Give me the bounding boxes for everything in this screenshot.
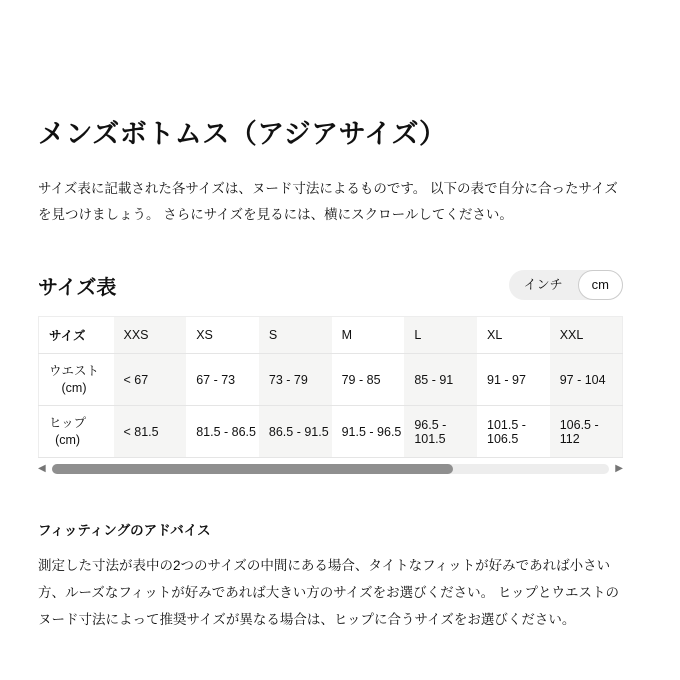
cell-waist-xs: 67 - 73	[196, 372, 236, 387]
row-header-waist	[39, 354, 114, 406]
page-title: メンズボトムス（アジアサイズ）	[38, 119, 447, 149]
row-label: ヒップ	[49, 415, 87, 430]
cell-waist-l: 85 - 91	[404, 354, 477, 406]
column-header-l: L	[404, 317, 477, 354]
row-unit: (cm)	[55, 432, 81, 447]
cell-waist-xl: 91 - 97	[487, 372, 526, 387]
scroll-left-icon[interactable]: ◀	[38, 463, 46, 474]
fitting-advice-text: 測定した寸法が表中の2つのサイズの中間にある場合、タイトなフィットが好みであれば小さい方、ルーズなフィットが好みであれば大きい方のサイズをお選びください。 ヒップとウエストのヌード寸法によって推奨サイズが異なる場合は、ヒップに合うサイズをお選びください。	[38, 558, 620, 627]
column-header-xxs: XXS	[114, 317, 187, 354]
cell-hip-xxl: 106.5 - 112	[550, 406, 623, 458]
row-header-hip	[39, 406, 114, 458]
fitting-advice-heading: フィッティングのアドバイス	[38, 523, 211, 538]
scroll-right-icon[interactable]: ▶	[615, 463, 623, 474]
size-chart-section-header	[38, 270, 623, 300]
size-table-container	[38, 316, 623, 477]
intro-text: サイズ表に記載された各サイズは、ヌード寸法によるものです。 以下の表で自分に合ったサイズを見つけましょう。 さらにサイズを見るには、横にスクロールしてください。	[38, 181, 618, 222]
row-unit: (cm)	[61, 380, 87, 395]
unit-toggle	[509, 270, 623, 300]
cell-waist-xxs: < 67	[114, 354, 187, 406]
column-header-xxl: XXL	[550, 317, 623, 354]
column-header-m: M	[341, 328, 353, 342]
unit-cm-button[interactable]: cm	[578, 270, 623, 300]
cell-waist-s: 73 - 79	[259, 354, 332, 406]
size-chart-heading: サイズ表	[38, 276, 117, 299]
size-table	[38, 316, 623, 458]
column-header-xs: XS	[196, 328, 213, 342]
unit-inch-button[interactable]: インチ	[509, 270, 578, 300]
table-header-row	[39, 317, 623, 354]
column-header-xl: XL	[487, 328, 503, 342]
scrollbar-thumb[interactable]	[52, 464, 453, 474]
cell-hip-l: 96.5 - 101.5	[404, 406, 477, 458]
cell-hip-s: 86.5 - 91.5	[259, 406, 332, 458]
cell-hip-m: 91.5 - 96.5	[341, 424, 402, 439]
table-row-waist	[39, 354, 623, 406]
cell-waist-xxl: 97 - 104	[550, 354, 623, 406]
scrollbar-track[interactable]	[52, 464, 610, 474]
cell-waist-m: 79 - 85	[341, 372, 381, 387]
cell-hip-xxs: < 81.5	[114, 406, 187, 458]
size-guide-page	[38, 0, 623, 633]
column-header-s: S	[259, 317, 332, 354]
cell-hip-xs: 81.5 - 86.5	[196, 424, 256, 439]
horizontal-scrollbar	[38, 461, 623, 477]
column-header-size: サイズ	[49, 329, 86, 343]
table-row-hip	[39, 406, 623, 458]
cell-hip-xl: 101.5 - 106.5	[487, 417, 526, 446]
row-label: ウエスト	[49, 363, 100, 378]
